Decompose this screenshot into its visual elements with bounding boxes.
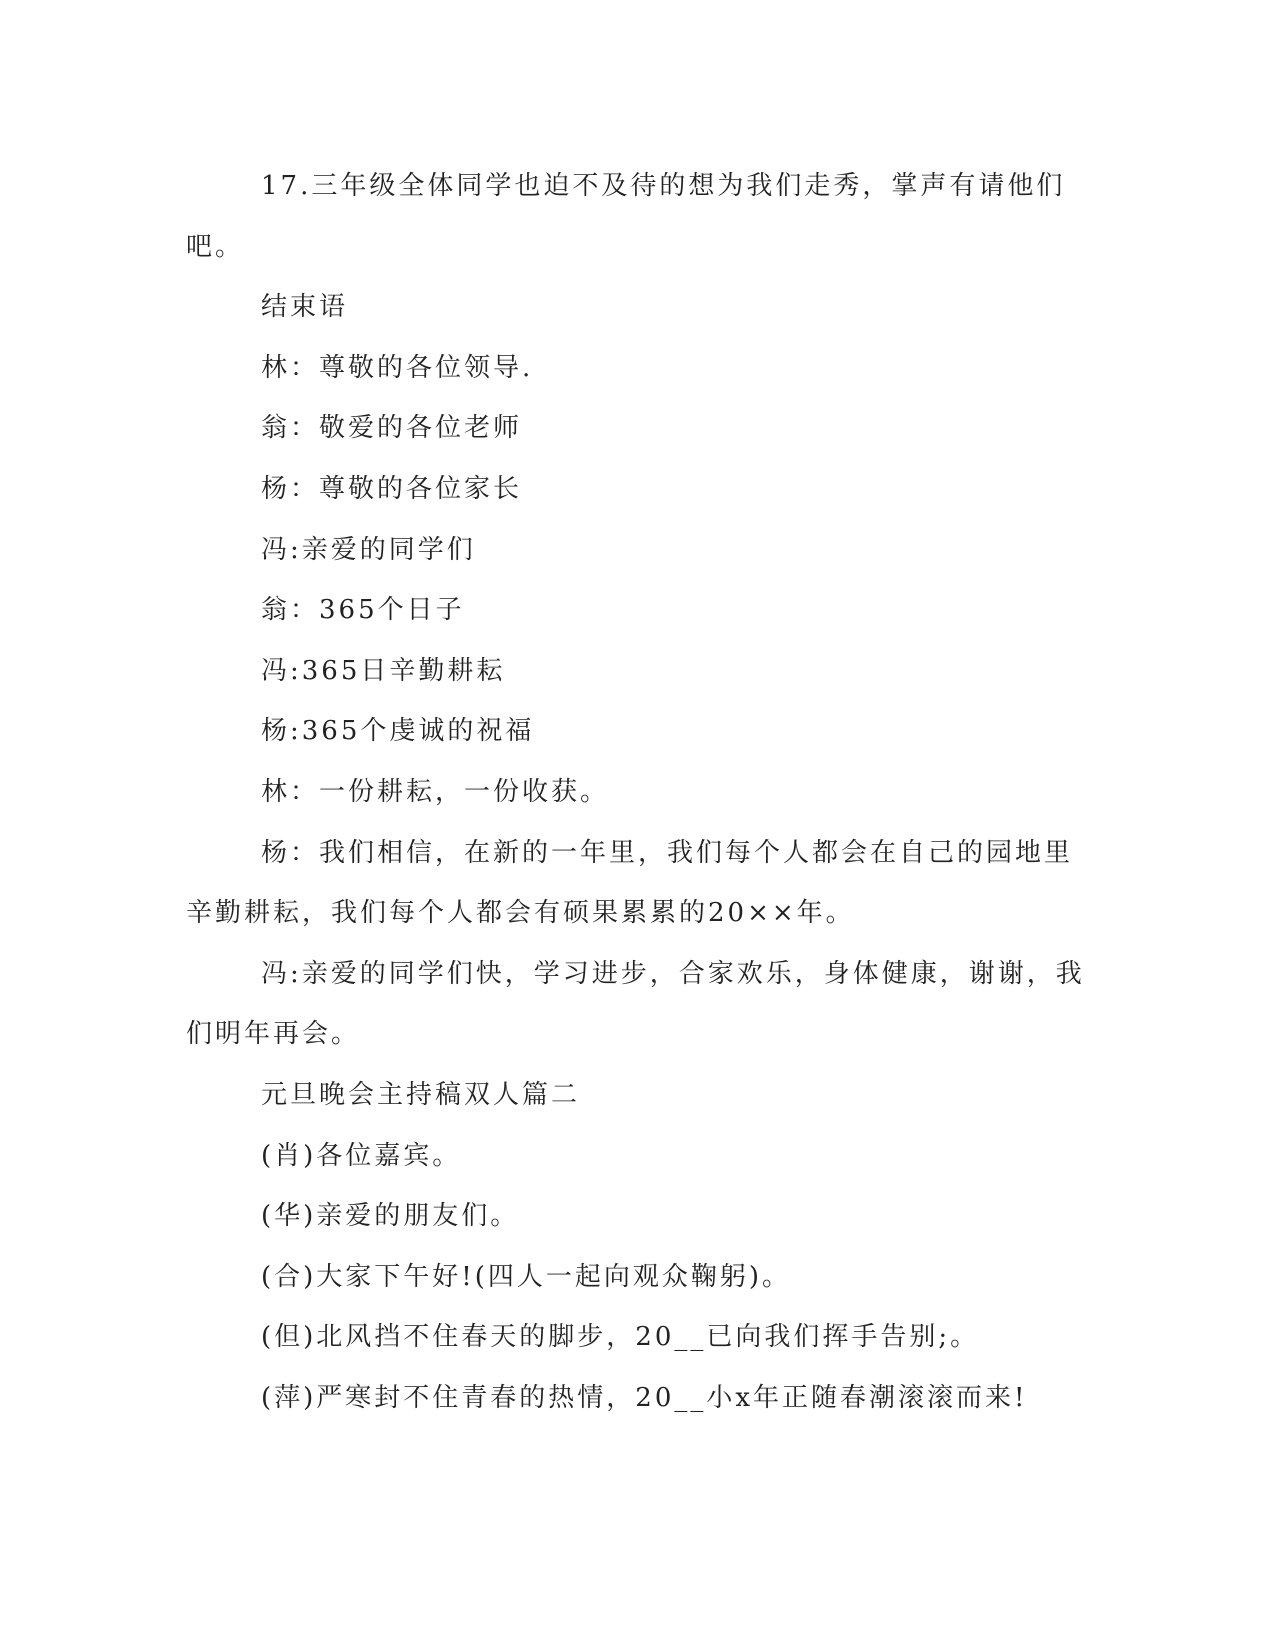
- dialogue-line: (肖)各位嘉宾。: [261, 1140, 462, 1171]
- dialogue-line: (华)亲爱的朋友们。: [261, 1201, 520, 1232]
- dialogue-line: 杨：尊敬的各位家长: [261, 473, 523, 504]
- paragraph-item-17: 17.三年级全体同学也迫不及待的想为我们走秀，掌声有请他们吧。: [186, 171, 1066, 262]
- dialogue-line: (但)北风挡不住春天的脚步，20__已向我们挥手告别;。: [261, 1322, 980, 1353]
- dialogue-line: 杨:365个虔诚的祝福: [261, 716, 535, 747]
- dialogue-line: 杨：我们相信，在新的一年里，我们每个人都会在自己的园地里辛勤耕耘，我们每个人都会有硕果累累的20××年。: [186, 837, 1074, 929]
- dialogue-line: (萍)严寒封不住青春的热情，20__小x年正随春潮滚滚而来!: [261, 1382, 1028, 1413]
- dialogue-line: 林：尊敬的各位领导.: [261, 352, 534, 383]
- section-heading-part-two: 元旦晚会主持稿双人篇二: [261, 1079, 581, 1110]
- dialogue-line: 林：一份耕耘，一份收获。: [261, 776, 610, 807]
- dialogue-line: 冯:亲爱的同学们快，学习进步，合家欢乐，身体健康，谢谢，我们明年再会。: [186, 958, 1085, 1050]
- section-heading-closing: 结束语: [261, 292, 349, 323]
- dialogue-line: 翁：365个日子: [261, 595, 465, 626]
- dialogue-line: 冯:亲爱的同学们: [261, 534, 476, 565]
- dialogue-line: 冯:365日辛勤耕耘: [261, 655, 506, 686]
- dialogue-line: (合)大家下午好!(四人一起向观众鞠躬)。: [261, 1261, 792, 1292]
- dialogue-line: 翁：敬爱的各位老师: [261, 413, 523, 444]
- document-body: [186, 156, 1086, 1428]
